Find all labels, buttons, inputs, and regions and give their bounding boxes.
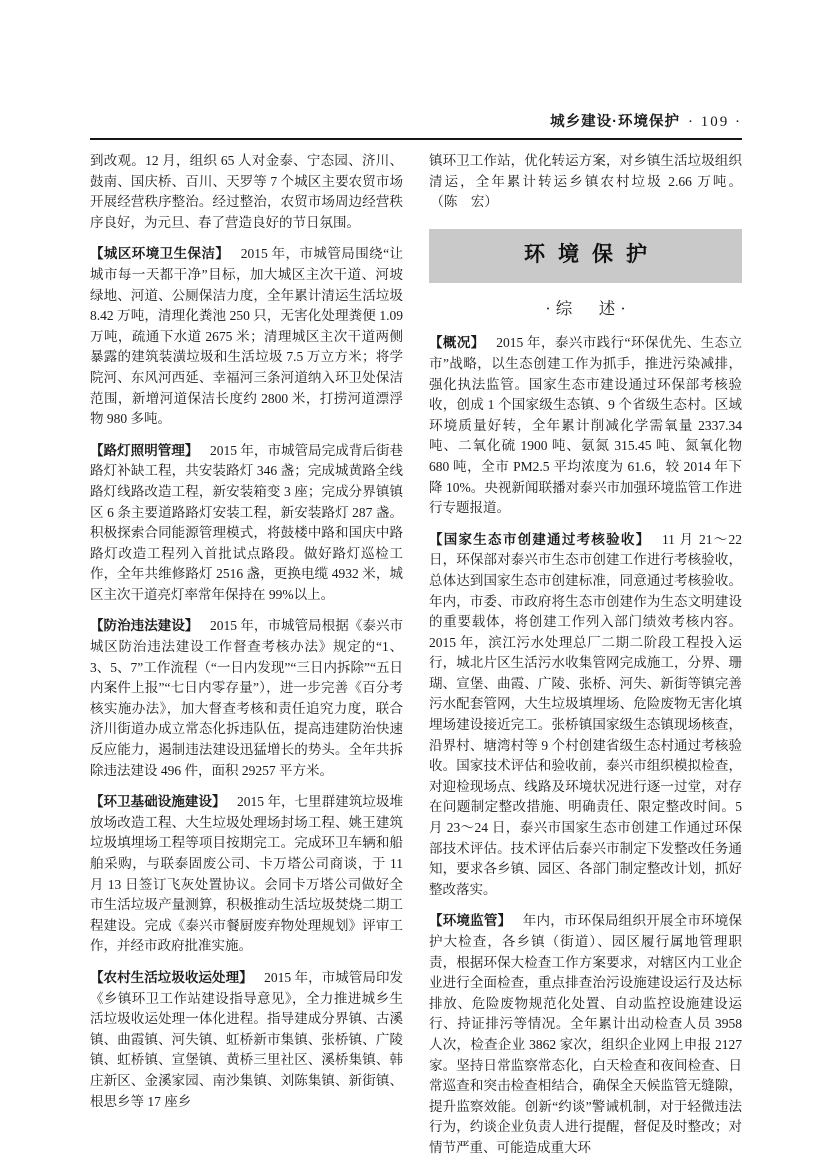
running-header-title: 城乡建设·环境保护 (550, 114, 680, 130)
page-number: · 109 · (688, 114, 742, 130)
section-paragraph-rural-waste (90, 968, 403, 1112)
section-title: 【城区环境卫生保洁】 (90, 246, 230, 262)
section-body: 11 月 21～22 日，环保部对泰兴市生态市创建工作进行考核验收，总体达到国家生态市创建标准，同意通过考核验收。年内，市委、市政府将生态市创建作为生态文明建设的重要载体，将创建工作列入部门绩效考核内容。2015 年，滨江污水处理总厂二期二阶段工程投入运行，城北片区生活污水收集管网完成施工，分界、珊瑚、宣堡、曲霞、广陵、张桥、河失、新街等镇完善污水配套管网，大生垃圾填埋场、危险废物无害化填埋场建设接近完工。张桥镇国家级生态镇现场核查，沿界村、塘湾村等 9 个村创建省级生态村通过考核验收。国家技术评估和验收前，泰兴市组织模拟检查，对迎检现场点、线路及环境状况进行逐一过堂，对存在问题制定整改措施、明确责任、限定整改时间。5 月 23～24 日，泰兴市国家生态市创建工作通过环保部技术评估。技术评估后泰兴市制定下发整改任务通知，要求各乡镇、园区、各部门制定整改计划，抓好整改落实。 (429, 531, 743, 897)
section-body: 年内，市环保局组织开展全市环境保护大检查，各乡镇（街道）、园区履行属地管理职责，根据环保大检查工作方案要求，对辖区内工业企业进行全面检查，重点排查治污设施建设运行及达标排放、危险废物规范化处置、自动监控设施建设运行、持证排污等情况。全年累计出动检查人员 3958 人次，检查企业 3862 家次，组织企业网上申报 2127 家。坚持日常监察常态化，白天检查和夜间检查、日常巡查和突击检查相结合，确保全天候监管无缝隙，提升监察效能。创新“约谈”警诫机制，对于轻微违法行为，约谈企业负责人进行提醒，督促及时整改；对情节严重、可能造成重大环 (429, 913, 743, 1155)
continuation-paragraph (429, 151, 742, 213)
section-paragraph-sanitation-infrastructure (90, 792, 403, 957)
section-title: 【环卫基础设施建设】 (90, 794, 226, 810)
section-paragraph-city-sanitation (90, 244, 403, 429)
section-body: 2015 年，市城管局完成背后街巷路灯补缺工程，共安装路灯 346 盏；完成城黄路全线路灯线路改造工程，新安装箱变 3 座；完成分界镇镇区 6 条主要道路路灯安装工程，新安装路灯 287 盏。积极探索合同能源管理模式，将鼓楼中路和国庆中路路灯改造工程列入首批试点路段。做好路灯巡检工作，全年共维修路灯 2516 盏，更换电缆 4932 米，城区主次干道亮灯率常年保持在 99%以上。 (90, 442, 404, 602)
section-title: 【防治违法建设】 (90, 618, 199, 634)
two-column-layout (90, 151, 742, 1159)
continuation-paragraph: 到改观。12 月，组织 65 人对金泰、宁态园、济川、鼓南、国庆桥、百川、天罗等 7 个城区主要农贸市场开展经营秩序整治。经过整治，农贸市场周边经营秩序良好，为元旦、春了营造良好的节日氛围。 (90, 153, 403, 230)
section-title: 【农村生活垃圾收运处理】 (90, 969, 253, 985)
section-body: 2015 年，市城管局围绕“让城市每一天都干净”目标，加大城区主次干道、河坡绿地、河道、公厕保洁力度，全年累计清运生活垃圾 8.42 万吨，清理化粪池 250 只，无害化处理粪便 1.09 万吨，疏通下水道 2675 米；清理城区主次干道两侧暴露的建筑装潢垃圾和生活垃圾 7.5 万立方米；将学院河、东风河西延、幸福河三条河道纳入环卫处保洁范围，新增河道保洁长度约 2800 米，打捞河道漂浮物 980 多吨。 (90, 246, 403, 427)
author-byline: （陈 宏） (437, 194, 498, 210)
section-title: 【路灯照明管理】 (90, 442, 199, 458)
chapter-title-box (429, 229, 742, 283)
section-paragraph-eco-city-acceptance (429, 530, 742, 901)
right-column (429, 151, 742, 1159)
overview-subtitle: ·综 述· (545, 298, 631, 318)
chapter-title: 环境保护 (524, 243, 660, 267)
section-title: 【国家生态市创建通过考核验收】 (429, 531, 651, 547)
section-paragraph-environmental-supervision (429, 911, 742, 1158)
left-column (90, 151, 403, 1159)
continuation-text: 镇环卫工作站，优化转运方案，对乡镇生活垃圾组织清运，全年累计转运乡镇农村垃圾 2.66 万吨。 (429, 153, 742, 189)
section-paragraph-street-lighting (90, 441, 403, 606)
section-paragraph-overview (429, 333, 742, 518)
page-content (90, 110, 742, 1159)
section-body: 2015 年，市城管局根据《泰兴市城区防治违法建设工作督查考核办法》规定的“1、3、5、7”工作流程（“一日内发现”“三日内拆除”“五日内案件上报”“七日内零存量”），进一步完善《百分考核实施办法》，加大督查考核和责任追究力度，联合济川街道办成立常态化拆违队伍，提高违建防治快速反应能力，遏制违法建设迅猛增长的势头。全年共拆除违法建设 496 件，面积 29257 平方米。 (90, 618, 404, 778)
section-title: 【环境监管】 (429, 913, 512, 929)
section-title: 【概况】 (429, 335, 485, 351)
page-header (90, 110, 742, 140)
section-paragraph-illegal-construction (90, 616, 403, 781)
section-body: 2015 年，市城管局印发《乡镇环卫工作站建设指导意见》，全力推进城乡生活垃圾收运处理一体化进程。指导建成分界镇、古溪镇、曲霞镇、河失镇、虹桥新市集镇、张桥镇、广陵镇、虹桥镇、宣堡镇、黄桥三里社区、溪桥集镇、韩庄新区、金溪家园、南沙集镇、刘陈集镇、新街镇、根思乡等 17 座乡 (90, 969, 404, 1109)
section-body: 2015 年，泰兴市践行“环保优先、生态立市”战略，以生态创建工作为抓手，推进污染减排，强化执法监管。国家生态市建设通过环保部考核验收，创成 1 个国家级生态镇、9 个省级生态村。区域环境质量好转，全年累计削减化学需氧量 2337.34 吨、二氧化硫 1900 吨、氨氮 315.45 吨、氮氧化物 680 吨，全市 PM2.5 平均浓度为 61.6，较 2014 年下降 10%。央视新闻联播对泰兴市加强环境监管工作进行专题报道。 (429, 335, 742, 516)
section-body: 2015 年，七里群建筑垃圾堆放场改造工程、大生垃圾处理场封场工程、姚王建筑垃圾填埋场工程等项目按期完工。完成环卫车辆和船舶采购，与联泰固废公司、卡万塔公司商谈，于 11 月 13 日签订飞灰处置协议。会同卡万塔公司做好全市生活垃圾产量测算，积极推动生活垃圾焚烧二期工程建设。完成《泰兴市餐厨废弃物处理规划》评审工作，并经市政府批准实施。 (90, 794, 403, 954)
